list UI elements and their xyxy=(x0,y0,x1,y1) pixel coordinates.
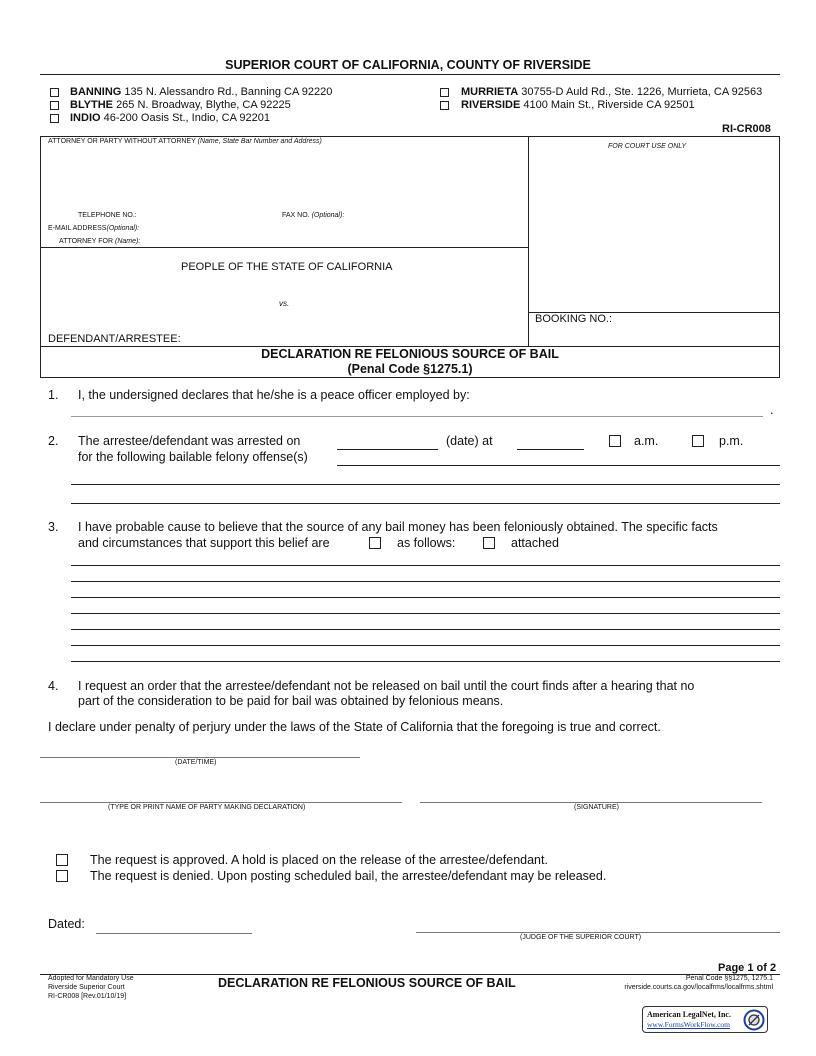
brand-logo-icon xyxy=(743,1009,765,1036)
item-3-text-b: and circumstances that support this belief are xyxy=(78,536,330,550)
offense-line-2[interactable] xyxy=(71,484,780,485)
pm-checkbox[interactable] xyxy=(692,435,704,447)
defendant-label: DEFENDANT/ARRESTEE: xyxy=(48,333,181,345)
attorney-label: ATTORNEY OR PARTY WITHOUT ATTORNEY (Name, State Bar Number and Address) xyxy=(48,138,322,145)
dated-line[interactable] xyxy=(96,933,252,934)
item-3-text-a: I have probable cause to believe that the source of any bail money has been feloniously obtained. The specific facts xyxy=(78,520,718,534)
employer-line[interactable] xyxy=(71,416,763,417)
header-rule xyxy=(40,74,780,75)
denied-checkbox[interactable] xyxy=(56,870,68,882)
item-1-text: I, the undersigned declares that he/she is a peace officer employed by: xyxy=(78,388,470,402)
approved-text: The request is approved. A hold is placed on the release of the arrestee/defendant. xyxy=(90,853,548,867)
offense-line-3[interactable] xyxy=(71,503,780,504)
offense-line-1[interactable] xyxy=(337,465,780,466)
court-murrieta: MURRIETA 30755-D Auld Rd., Ste. 1226, Murrieta, CA 92563 xyxy=(461,86,763,98)
facts-line-7[interactable] xyxy=(71,661,780,662)
arrest-date-line[interactable] xyxy=(337,449,438,450)
denied-text: The request is denied. Upon posting scheduled bail, the arrestee/defendant may be released. xyxy=(90,869,607,883)
checkbox-murrieta[interactable] xyxy=(440,88,449,97)
perjury-declaration: I declare under penalty of perjury under the laws of the State of California that the foregoing is true and correct. xyxy=(48,720,661,734)
pm-label: p.m. xyxy=(719,434,744,448)
am-label: a.m. xyxy=(634,434,659,448)
date-time-line[interactable] xyxy=(40,757,360,758)
footer-title: DECLARATION RE FELONIOUS SOURCE OF BAIL xyxy=(218,976,516,990)
print-name-line[interactable] xyxy=(40,802,402,803)
fax-label: FAX NO. (Optional): xyxy=(282,212,345,219)
signature-label: (SIGNATURE) xyxy=(574,804,619,811)
attorney-bottom-rule xyxy=(40,247,528,248)
checkbox-banning[interactable] xyxy=(50,88,59,97)
facts-line-3[interactable] xyxy=(71,597,780,598)
page-number: Page 1 of 2 xyxy=(718,962,777,974)
facts-line-2[interactable] xyxy=(71,581,780,582)
checkbox-blythe[interactable] xyxy=(50,101,59,110)
vs-label: vs. xyxy=(279,299,290,308)
booking-label: BOOKING NO.: xyxy=(535,313,613,325)
court-use-label: FOR COURT USE ONLY xyxy=(608,143,687,150)
form-subtitle: (Penal Code §1275.1) xyxy=(347,362,473,376)
approved-checkbox[interactable] xyxy=(56,854,68,866)
item-1-period: . xyxy=(770,403,774,417)
form-title: DECLARATION RE FELONIOUS SOURCE OF BAIL xyxy=(261,347,559,361)
dated-label: Dated: xyxy=(48,917,85,931)
court-riverside: RIVERSIDE 4100 Main St., Riverside CA 92501 xyxy=(461,99,695,111)
item-2-text-b: for the following bailable felony offense(s) xyxy=(78,450,308,464)
attorney-for-label: ATTORNEY FOR (Name): xyxy=(59,238,141,245)
court-indio: INDIO 46-200 Oasis St., Indio, CA 92201 xyxy=(70,112,270,124)
signature-line[interactable] xyxy=(420,802,762,803)
brand-name: American LegalNet, Inc. xyxy=(647,1010,731,1019)
brand-badge[interactable] xyxy=(642,1006,768,1033)
item-1-number: 1. xyxy=(48,388,59,402)
facts-line-1[interactable] xyxy=(71,565,780,566)
checkbox-indio[interactable] xyxy=(50,114,59,123)
am-checkbox[interactable] xyxy=(609,435,621,447)
footer-penal: Penal Code §§1275, 1275.1 xyxy=(685,975,773,982)
people-label: PEOPLE OF THE STATE OF CALIFORNIA xyxy=(181,261,393,273)
as-follows-label: as follows: xyxy=(397,536,456,550)
item-4-text-a: I request an order that the arrestee/defendant not be released on bail until the court finds after a hearing that no xyxy=(78,679,695,693)
facts-line-6[interactable] xyxy=(71,645,780,646)
caption-divider xyxy=(528,136,529,346)
footer-url: riverside.courts.ca.gov/localfrms/localfrms.shtml xyxy=(624,984,773,991)
footer-adopted: Adopted for Mandatory Use xyxy=(48,975,134,982)
item-3-number: 3. xyxy=(48,520,59,534)
court-blythe: BLYTHE 265 N. Broadway, Blythe, CA 92225 xyxy=(70,99,291,111)
date-at-label: (date) at xyxy=(446,434,493,448)
print-name-label: (TYPE OR PRINT NAME OF PARTY MAKING DECLARATION) xyxy=(108,804,306,811)
court-title: SUPERIOR COURT OF CALIFORNIA, COUNTY OF RIVERSIDE xyxy=(225,58,591,72)
footer-court: Riverside Superior Court xyxy=(48,984,125,991)
attached-checkbox[interactable] xyxy=(483,537,495,549)
item-4-text-b: part of the consideration to be paid for bail was obtained by felonious means. xyxy=(78,694,504,708)
court-banning: BANNING 135 N. Alessandro Rd., Banning CA 92220 xyxy=(70,86,333,98)
checkbox-riverside[interactable] xyxy=(440,101,449,110)
facts-line-5[interactable] xyxy=(71,629,780,630)
email-label: E-MAIL ADDRESS(Optional): xyxy=(48,225,140,232)
date-time-label: (DATE/TIME) xyxy=(175,759,217,766)
footer-rev: RI-CR008 [Rev.01/10/19] xyxy=(48,993,127,1000)
telephone-label: TELEPHONE NO.: xyxy=(78,212,137,219)
arrest-time-line[interactable] xyxy=(517,449,584,450)
facts-line-4[interactable] xyxy=(71,613,780,614)
judge-signature-line[interactable] xyxy=(416,932,780,933)
item-2-text-a: The arrestee/defendant was arrested on xyxy=(78,434,301,448)
item-2-number: 2. xyxy=(48,434,59,448)
brand-url: www.FormsWorkFlow.com xyxy=(647,1020,731,1029)
form-id: RI-CR008 xyxy=(722,123,771,135)
attached-label: attached xyxy=(511,536,559,550)
as-follows-checkbox[interactable] xyxy=(369,537,381,549)
item-4-number: 4. xyxy=(48,679,59,693)
judge-label: (JUDGE OF THE SUPERIOR COURT) xyxy=(520,934,642,941)
